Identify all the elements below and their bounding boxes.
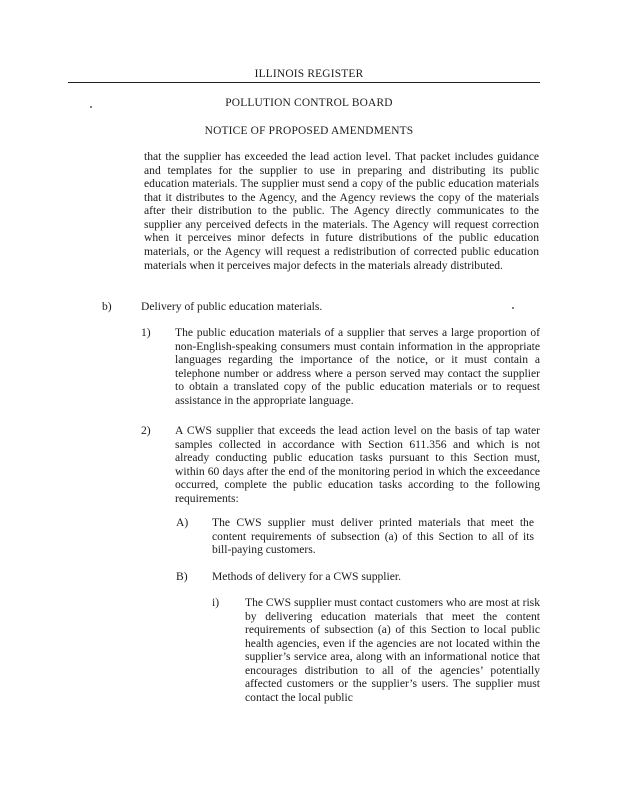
item-A-text: The CWS supplier must deliver printed materials that meet the content requirements of subsection (a) of this Section to all of its bill-paying customers.: [212, 516, 534, 557]
scan-speck: [512, 307, 514, 309]
item-1-text: The public education materials of a supplier that serves a large proportion of non-English-speaking consumers must contain information in the appropriate languages regarding the importance of the notice, or it must contain a telephone number or address where a person served may contact the supplier to obtain a translated copy of the public education materials or to request assistance in the appropriate language.: [175, 326, 540, 407]
board-title: POLLUTION CONTROL BOARD: [225, 97, 393, 109]
section-b-title: Delivery of public education materials.: [141, 300, 323, 313]
item-i-marker: i): [212, 596, 220, 609]
register-title: ILLINOIS REGISTER: [254, 68, 364, 80]
item-2-marker: 2): [141, 424, 151, 437]
item-B-marker: B): [176, 570, 188, 583]
header-rule: [68, 82, 540, 83]
intro-paragraph: that the supplier has exceeded the lead action level. That packet includes guidance and templates for the supplier to use in preparing and distributing its public education materials. The supplier must send a copy of the public education materials that it distributes to the Agency, and the Agency reviews the copy of the materials after their distribution to the public. The Agency directly communicates to the supplier any perceived defects in the materials. The Agency will request correction when it perceives minor defects in future distributions of the public education materials, or the Agency will request a redistribution of corrected public education materials when it perceives major defects in the materials already distributed.: [144, 150, 539, 272]
item-2-text: A CWS supplier that exceeds the lead action level on the basis of tap water samples collected in accordance with Section 611.356 and which is not already conducting public education tasks pursuant to this Section must, within 60 days after the end of the monitoring period in which the exceedance occurred, complete the public education tasks according to the following requirements:: [175, 424, 540, 505]
item-1-marker: 1): [141, 326, 151, 339]
item-A-marker: A): [176, 516, 189, 529]
notice-title: NOTICE OF PROPOSED AMENDMENTS: [204, 125, 414, 137]
section-b-marker: b): [102, 300, 112, 313]
item-i-text: The CWS supplier must contact customers who are most at risk by delivering education materials that meet the content requirements of subsection (a) of this Section to local public health agencies, even if the agencies are not located within the supplier’s service area, along with an informational notice that encourages distribution to all of the agencies’ potentially affected customers or the supplier’s users. The supplier must contact the local public: [245, 596, 540, 704]
item-B-text: Methods of delivery for a CWS supplier.: [212, 570, 402, 583]
scan-speck: [90, 106, 92, 108]
